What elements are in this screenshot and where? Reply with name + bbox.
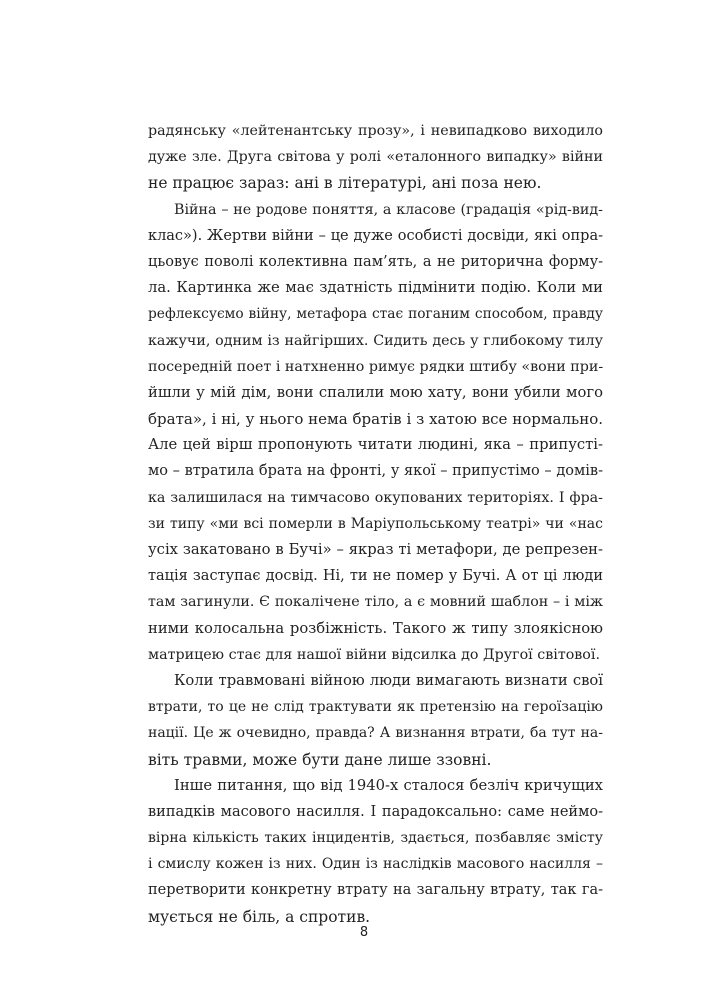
text-line: ла. Картинка же має здатність підмінити подію. Коли ми: [148, 279, 603, 297]
text-line: Інше питання, що від 1940-х сталося безліч кричущих: [174, 776, 603, 794]
text-line: брата», і ні, у нього нема братів і з хатою все нормально.: [148, 410, 603, 429]
text-line: випадків масового насилля. І парадоксально: саме неймо-: [148, 803, 603, 820]
text-line: матрицею стає для нашої війни відсилка до Другої світової.: [148, 646, 600, 663]
text-line: клас»). Жертви війни – це дуже особисті досвіди, які опра-: [148, 227, 603, 244]
text-line: не працює зараз: ані в літературі, ані поза нею.: [148, 174, 542, 193]
text-line: Але цей вірш пропонують читати людині, яка – припусті-: [148, 436, 603, 454]
text-line: ка залишилася на тимчасово окупованих територіях. І фра-: [148, 489, 603, 506]
text-line: рефлексуємо війну, метафора стає поганим способом, правду: [148, 306, 603, 323]
text-line: там загинули. Є покалічене тіло, а є мовний шаблон – і між: [148, 594, 603, 611]
text-line: кажучи, одним із найгірших. Сидить десь у глибокому тилу: [148, 332, 603, 349]
body-text: [148, 118, 603, 930]
text-line: і смислу кожен із них. Один із наслідків масового насилля –: [148, 856, 603, 873]
text-line: вірна кількість таких інцидентів, здається, позбавляє змісту: [148, 830, 603, 847]
text-line: усіх закатовано в Бучі» – якраз ті метафори, де репрезен-: [148, 541, 603, 558]
text-line: перетворити конкретну втрату на загальну втрату, так га-: [148, 882, 603, 899]
text-line: тація заступає досвід. Ні, ти не помер у Бучі. А от ці люди: [148, 568, 603, 585]
text-line: мо – втратила брата на фронті, у якої – припустімо – домів-: [148, 463, 603, 480]
text-line: віть травми, може бути дане лише ззовні.: [148, 750, 492, 769]
text-line: зи типу «ми всі померли в Маріупольському театрі» чи «нас: [148, 515, 603, 532]
text-line: радянську «лейтенантську прозу», і невипадково виходило: [148, 123, 603, 139]
text-line: цьовує поволі колективна пам’ять, а не риторична форму-: [148, 253, 603, 270]
text-line: мується не біль, а спротив.: [148, 907, 371, 926]
text-line: Коли травмовані війною люди вимагають визнати свої: [174, 671, 603, 689]
page-number: 8: [359, 925, 369, 940]
text-line: дуже зле. Друга світова у ролі «еталонного випадку» війни: [148, 149, 603, 166]
text-line: посередній поет і натхненно римує рядки штибу «вони при-: [148, 358, 604, 375]
text-line: йшли у мій дім, вони спалили мою хату, вони убили мого: [148, 383, 603, 401]
text-line: нації. Це ж очевидно, правда? А визнання втрати, ба тут на-: [148, 725, 603, 742]
text-line: Війна – не родове поняття, а класове (градація «рід-вид-: [174, 201, 603, 218]
text-line: втрати, то це не слід трактувати як претензію на героїзацію: [148, 699, 603, 716]
text-line: ними колосальна розбіжність. Такого ж типу злоякісною: [148, 619, 603, 637]
